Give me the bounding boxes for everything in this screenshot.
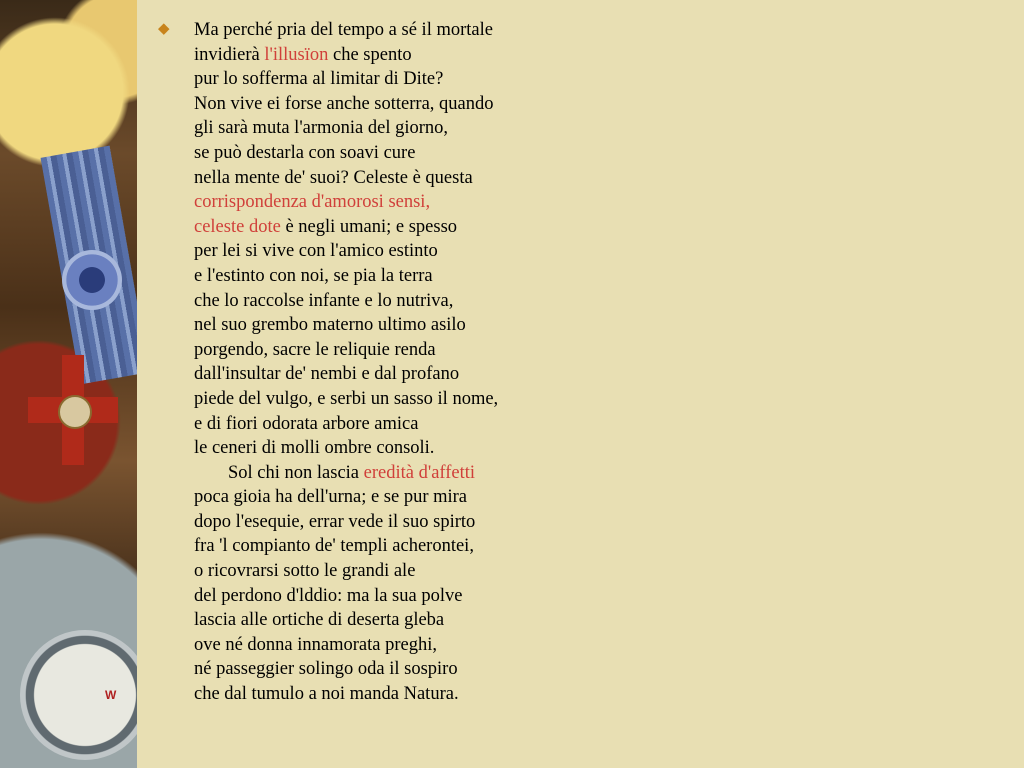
poem-line (194, 485, 498, 510)
line-text: nella mente de' suoi? Celeste è questa (194, 167, 473, 188)
poem-line (194, 338, 498, 363)
line-text: che spento (328, 44, 412, 65)
line-text: porgendo, sacre le reliquie renda (194, 339, 436, 360)
line-text: dopo l'esequie, errar vede il suo spirto (194, 511, 476, 532)
line-text: e l'estinto con noi, se pia la terra (194, 265, 433, 286)
line-text: Sol chi non lascia (228, 462, 364, 483)
poem-line (194, 657, 498, 682)
highlighted-phrase: celeste dote (194, 216, 281, 237)
line-text: ove né donna innamorata preghi, (194, 634, 437, 655)
poem-line (194, 510, 498, 535)
poem-line (194, 313, 498, 338)
poem-line (194, 239, 498, 264)
line-text: è negli umani; e spesso (280, 216, 458, 237)
line-text: per lei si vive con l'amico estinto (194, 241, 438, 262)
line-text: se può destarla con soavi cure (194, 142, 416, 163)
decorative-side-image (0, 0, 137, 768)
poem-line (194, 387, 498, 412)
medal-center-decoration (58, 395, 92, 429)
compass-icon (20, 630, 137, 760)
poem-line (194, 141, 498, 166)
bullet-icon: ◆ (158, 21, 170, 37)
line-text: invidierà (194, 44, 265, 65)
poem-line (194, 362, 498, 387)
line-text: Non vive ei forse anche sotterra, quando (194, 93, 494, 114)
highlighted-phrase: corrispondenza d'amorosi sensi, (194, 192, 431, 213)
poem-line (194, 166, 498, 191)
rosette-decoration (62, 250, 122, 310)
line-text: Ma perché pria del tempo a sé il mortale (194, 20, 493, 40)
line-text: dall'insultar de' nembi e dal profano (194, 364, 460, 385)
line-text: nel suo grembo materno ultimo asilo (194, 315, 466, 336)
line-text: fra 'l compianto de' templi acherontei, (194, 536, 474, 557)
poem-line (194, 584, 498, 609)
poem-line (194, 559, 498, 584)
poem-line (194, 289, 498, 314)
line-text: che lo raccolse infante e lo nutriva, (194, 290, 454, 311)
poem-line (194, 43, 498, 68)
poem-line (194, 682, 498, 707)
line-text: del perdono d'lddio: ma la sua polve (194, 585, 463, 606)
line-text: che dal tumulo a noi manda Natura. (194, 684, 459, 705)
poem-line (194, 534, 498, 559)
poem-text (194, 18, 498, 707)
line-text: lascia alle ortiche di deserta gleba (194, 610, 445, 631)
poem-line (194, 436, 498, 461)
line-text: e di fiori odorata arbore amica (194, 413, 419, 434)
poem-line (194, 190, 498, 215)
line-text: poca gioia ha dell'urna; e se pur mira (194, 487, 468, 508)
poem-line (194, 116, 498, 141)
line-text: piede del vulgo, e serbi un sasso il nome, (194, 388, 499, 409)
highlighted-phrase: eredità d'affetti (363, 462, 476, 483)
poem-line (194, 215, 498, 240)
line-text: pur lo sofferma al limitar di Dite? (194, 69, 444, 90)
compass-mark: W (105, 688, 117, 702)
poem-line (194, 67, 498, 92)
line-text: o ricovrarsi sotto le grandi ale (194, 561, 416, 582)
poem-line (194, 461, 498, 486)
poem-line (194, 18, 498, 43)
highlighted-phrase: l'illusïon (264, 44, 329, 65)
poem-line (194, 633, 498, 658)
poem-line (194, 412, 498, 437)
line-text: né passeggier solingo oda il sospiro (194, 659, 458, 680)
poem-line (194, 608, 498, 633)
poem-line (194, 92, 498, 117)
line-text: le ceneri di molli ombre consoli. (194, 438, 435, 459)
line-text: gli sarà muta l'armonia del giorno, (194, 118, 449, 139)
poem-line (194, 264, 498, 289)
